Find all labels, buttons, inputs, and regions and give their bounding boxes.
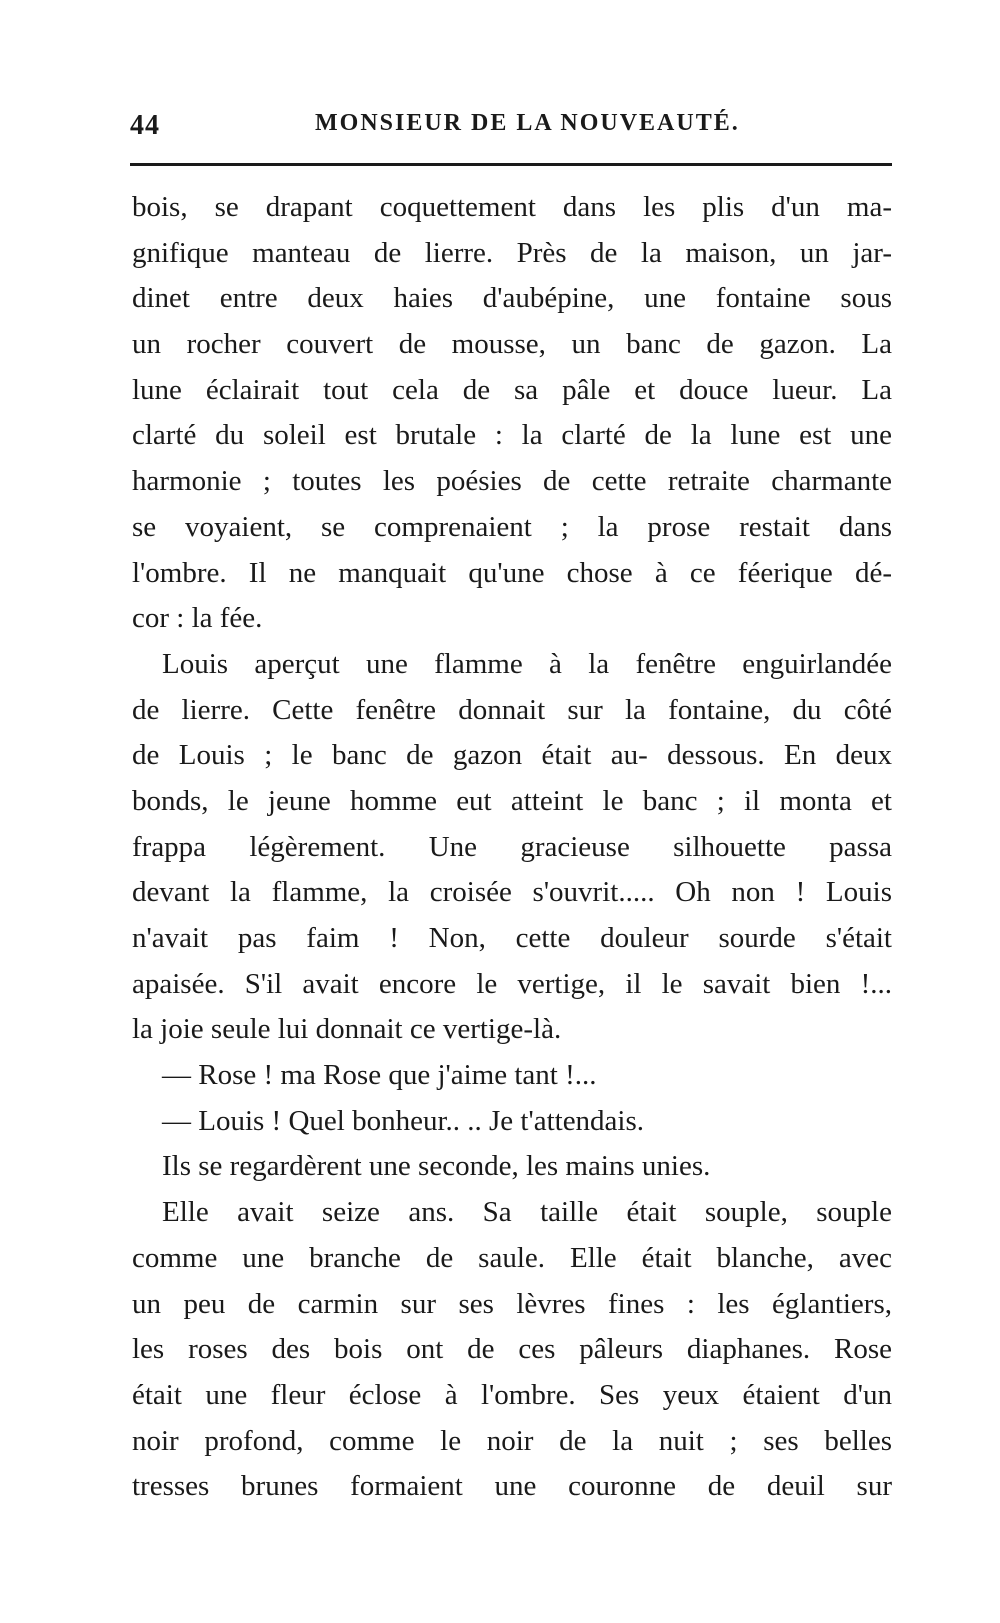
text-line: de lierre. Cette fenêtre donnait sur la fontaine, du côté: [132, 693, 892, 726]
text-line: un rocher couvert de mousse, un banc de gazon. La: [132, 328, 892, 361]
page-number: 44: [130, 110, 160, 141]
body-text: [132, 185, 892, 1510]
text-line: n'avait pas faim ! Non, cette douleur sourde s'était: [132, 922, 892, 954]
text-line: lune éclairait tout cela de sa pâle et douce lueur. La: [132, 373, 892, 406]
text-line: harmonie ; toutes les poésies de cette retraite charmante: [132, 465, 892, 498]
text-line: la joie seule lui donnait ce vertige-là.: [132, 1013, 562, 1046]
text-line: comme une branche de saule. Elle était blanche, avec: [132, 1241, 892, 1274]
text-line: gnifique manteau de lierre. Près de la maison, un jar-: [132, 236, 892, 269]
text-line: bois, se drapant coquettement dans les plis d'un ma-: [132, 191, 892, 223]
page-header: [130, 110, 890, 150]
text-line: était une fleur éclose à l'ombre. Ses yeux étaient d'un: [132, 1378, 892, 1411]
text-line: cor : la fée.: [132, 602, 263, 635]
text-line: les roses des bois ont de ces pâleurs diaphanes. Rose: [132, 1333, 892, 1366]
text-line: devant la flamme, la croisée s'ouvrit..... Oh non ! Louis: [132, 876, 892, 909]
text-line: apaisée. S'il avait encore le vertige, il le savait bien !...: [132, 967, 892, 1000]
dialogue-line: — Louis ! Quel bonheur.. .. Je t'attendais.: [162, 1104, 645, 1137]
text-line: bonds, le jeune homme eut atteint le banc ; il monta et: [132, 784, 892, 817]
text-line: Louis aperçut une flamme à la fenêtre enguirlandée: [162, 647, 892, 680]
text-line: de Louis ; le banc de gazon était au- dessous. En deux: [132, 739, 892, 772]
text-line: Elle avait seize ans. Sa taille était souple, souple: [162, 1196, 892, 1229]
text-line: tresses brunes formaient une couronne de deuil sur: [132, 1470, 892, 1503]
text-line: un peu de carmin sur ses lèvres fines : les églantiers,: [132, 1287, 892, 1320]
text-line: l'ombre. Il ne manquait qu'une chose à ce féerique dé-: [132, 556, 892, 589]
text-line: clarté du soleil est brutale : la clarté de la lune est une: [132, 419, 892, 452]
text-line: dinet entre deux haies d'aubépine, une fontaine sous: [132, 282, 892, 315]
text-line: Ils se regardèrent une seconde, les mains unies.: [162, 1150, 711, 1183]
text-line: frappa légèrement. Une gracieuse silhouette passa: [132, 830, 892, 863]
dialogue-line: — Rose ! ma Rose que j'aime tant !...: [162, 1059, 597, 1092]
text-line: se voyaient, se comprenaient ; la prose restait dans: [132, 510, 892, 543]
running-title: MONSIEUR DE LA NOUVEAUTÉ.: [315, 110, 740, 136]
header-rule: [130, 163, 892, 166]
text-line: noir profond, comme le noir de la nuit ; ses belles: [132, 1424, 892, 1457]
